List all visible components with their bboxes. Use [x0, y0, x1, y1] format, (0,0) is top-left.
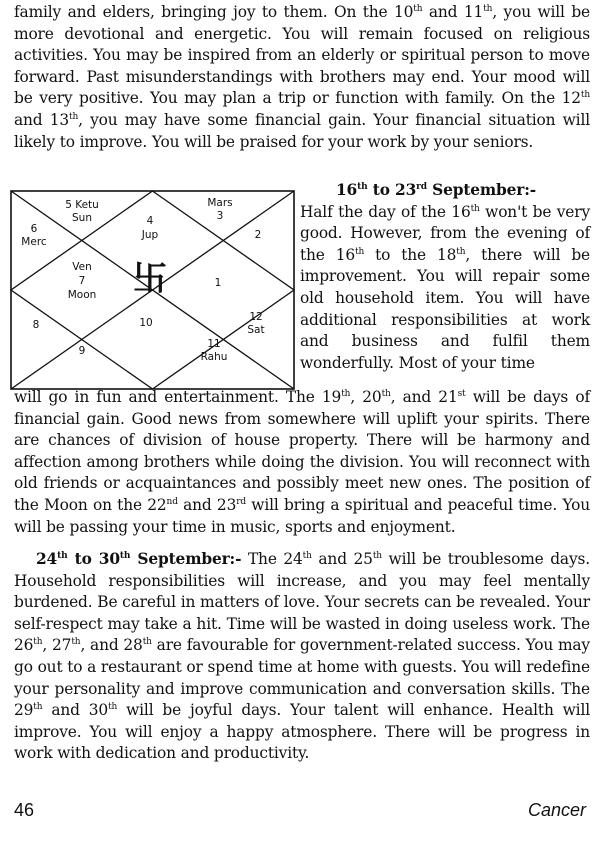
chart-house-6-merc: Merc [21, 236, 47, 248]
chart-house-12-sat: Sat [247, 324, 265, 336]
chart-house-6-num: 6 [30, 223, 38, 235]
chart-house-3-mars: Mars [207, 197, 233, 209]
chart-house-7-ven: Ven [72, 261, 92, 273]
swastika-icon: 卐 [133, 259, 167, 299]
section-16-23-side-text: 16th to 23rd September:- Half the day of the 16th won't be very good. However, from the evening of the 16th to the 18th, there will be improvement. You will repair some old household item. You will have additional responsibilities at work and business and fulfil them wonderfully. Most of your time [300, 181, 590, 372]
section-16-23-full-text: will go in fun and entertainment. The 19th, 20th, and 21st will be days of financial gain. Good news from somewhere will uplift your spirits. There are chances of division of house property. There will be harmony and affection among brothers while doing the division. You will reconnect with old friends or acquaintances and possibly meet new ones. The position of the Moon on the 22nd and 23rd will bring a spiritual and peaceful time. You will be passing your time in music, sports and enjoyment. [14, 388, 590, 536]
chart-house-7-moon: Moon [67, 289, 97, 301]
chart-house-4-num: 4 [146, 215, 154, 227]
chart-house-12-num: 12 [249, 311, 263, 323]
page-number: 46 [14, 800, 35, 820]
section-24-30-paragraph: 24th to 30th September:- The 24th and 25th will be troublesome days. Household responsibilities will increase, and you may feel mentally burdened. Be careful in matters of love. Your secrets can be revealed. Your self-respect may take a hit. Time will be wasted in doing useless work. The 26th, 27th, and 28th are favourable for government-related success. You may go out to a restaurant or spend time at home with guests. You will redefine your personality and improve communication and conversation skills. The 29th and 30th will be joyful days. Your talent will enhance. Health will improve. You will enjoy a happy atmosphere. There will be progress in work with dedication and productivity. [14, 550, 590, 763]
chart-house-8-num: 8 [32, 319, 40, 331]
chart-house-9-num: 9 [78, 345, 86, 357]
chart-house-5-ketu: 5 Ketu [65, 199, 99, 211]
chart-house-11-rahu: Rahu [200, 351, 228, 363]
book-title: Cancer [527, 800, 586, 820]
section-24-30-heading: 24th to 30th September:- [36, 550, 242, 568]
chart-house-4-jup: Jup [141, 229, 159, 241]
chart-house-1-num: 1 [214, 277, 222, 289]
chart-house-2-num: 2 [254, 229, 262, 241]
chart-house-5-sun: Sun [72, 212, 92, 224]
paragraph-intro: family and elders, bringing joy to them. On the 10th and 11th, you will be more devotional and energetic. You will remain focused on religious activities. You may be inspired from an elderly or spiritual person to move forward. Past misunderstandings with brothers may end. Your mood will be very positive. You may plan a trip or function with family. On the 12th and 13th, you may have some financial gain. Your financial situation will likely to improve. You will be praised for your work by your seniors. [14, 3, 590, 151]
section-16-23-heading: 16th to 23rd September:- [336, 181, 537, 199]
chart-house-11-num: 11 [207, 338, 221, 350]
chart-house-7-num: 7 [78, 275, 86, 287]
chart-house-10-num: 10 [139, 317, 153, 329]
chart-house-3-num: 3 [216, 210, 224, 222]
horoscope-chart [10, 190, 295, 390]
